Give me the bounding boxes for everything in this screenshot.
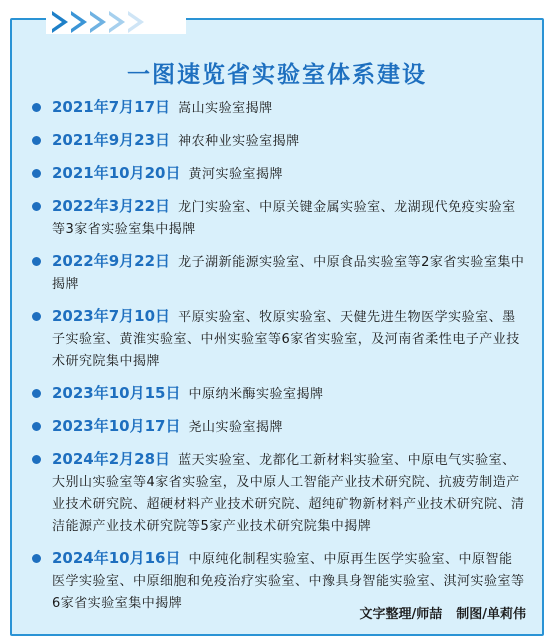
bullet-dot-icon <box>32 312 41 321</box>
timeline-date: 2024年2月28日 <box>52 450 171 468</box>
timeline-item <box>30 448 525 538</box>
timeline-item <box>30 415 525 439</box>
chevron-right-icon <box>90 11 106 33</box>
timeline-date: 2022年3月22日 <box>52 197 171 215</box>
timeline-item <box>30 195 525 241</box>
timeline-text: 中原纳米酶实验室揭牌 <box>188 387 324 402</box>
timeline-text: 黄河实验室揭牌 <box>188 167 284 182</box>
bullet-dot-icon <box>32 136 41 145</box>
chevron-right-icon <box>128 11 144 33</box>
timeline-text: 龙子湖新能源实验室、中原食品实验室等2家省实验室集中揭牌 <box>52 255 525 292</box>
timeline-text: 蓝天实验室、龙都化工新材料实验室、中原电气实验室、大别山实验室等4家省实验室，及中原人工智能产业技术研究院、抗疲劳制造产业技术研究院、超硬材料产业技术研究院、超纯矿物新材料产业技术研究院、清洁能源产业技术研究院等5家产业技术研究院集中揭牌 <box>52 453 525 534</box>
bullet-dot-icon <box>32 389 41 398</box>
timeline-date: 2022年9月22日 <box>52 252 171 270</box>
chevron-right-icon <box>71 11 87 33</box>
timeline-text: 嵩山实验室揭牌 <box>178 101 273 116</box>
timeline-date: 2023年7月10日 <box>52 307 171 325</box>
page-title: 一图速览省实验室体系建设 <box>127 62 427 88</box>
timeline-item <box>30 305 525 373</box>
bullet-dot-icon <box>32 554 41 563</box>
credits <box>346 603 527 622</box>
chevron-right-icon <box>52 11 68 33</box>
bullet-dot-icon <box>32 103 41 112</box>
chevron-right-icon <box>109 11 125 33</box>
timeline-item <box>30 250 525 296</box>
text-editor-credit: 文字整理/师喆 <box>359 607 443 622</box>
timeline-item <box>30 129 525 153</box>
timeline-date: 2021年9月23日 <box>52 131 171 149</box>
timeline-date: 2021年10月20日 <box>52 164 181 182</box>
timeline-date: 2021年7月17日 <box>52 98 171 116</box>
graphic-designer-credit: 制图/单莉伟 <box>456 607 526 622</box>
timeline-list <box>30 96 525 624</box>
timeline-text: 中原纯化制程实验室、中原再生医学实验室、中原智能医学实验室、中原细胞和免疫治疗实验室、中豫具身智能实验室、淇河实验室等6家省实验室集中揭牌 <box>52 552 525 611</box>
header-decoration <box>46 10 186 34</box>
timeline-item <box>30 162 525 186</box>
timeline-item <box>30 96 525 120</box>
bullet-dot-icon <box>32 422 41 431</box>
bullet-dot-icon <box>32 202 41 211</box>
timeline-text: 尧山实验室揭牌 <box>188 420 284 435</box>
bullet-dot-icon <box>32 455 41 464</box>
bullet-dot-icon <box>32 257 41 266</box>
timeline-text: 平原实验室、牧原实验室、天健先进生物医学实验室、墨子实验室、黄淮实验室、中州实验室等6家省实验室，及河南省柔性电子产业技术研究院集中揭牌 <box>52 310 520 369</box>
timeline-date: 2023年10月15日 <box>52 384 181 402</box>
timeline-date: 2023年10月17日 <box>52 417 181 435</box>
timeline-item <box>30 382 525 406</box>
timeline-date: 2024年10月16日 <box>52 549 181 567</box>
bullet-dot-icon <box>32 169 41 178</box>
timeline-text: 神农种业实验室揭牌 <box>178 134 300 149</box>
timeline-text: 龙门实验室、中原关键金属实验室、龙湖现代免疫实验室等3家省实验室集中揭牌 <box>52 200 516 237</box>
